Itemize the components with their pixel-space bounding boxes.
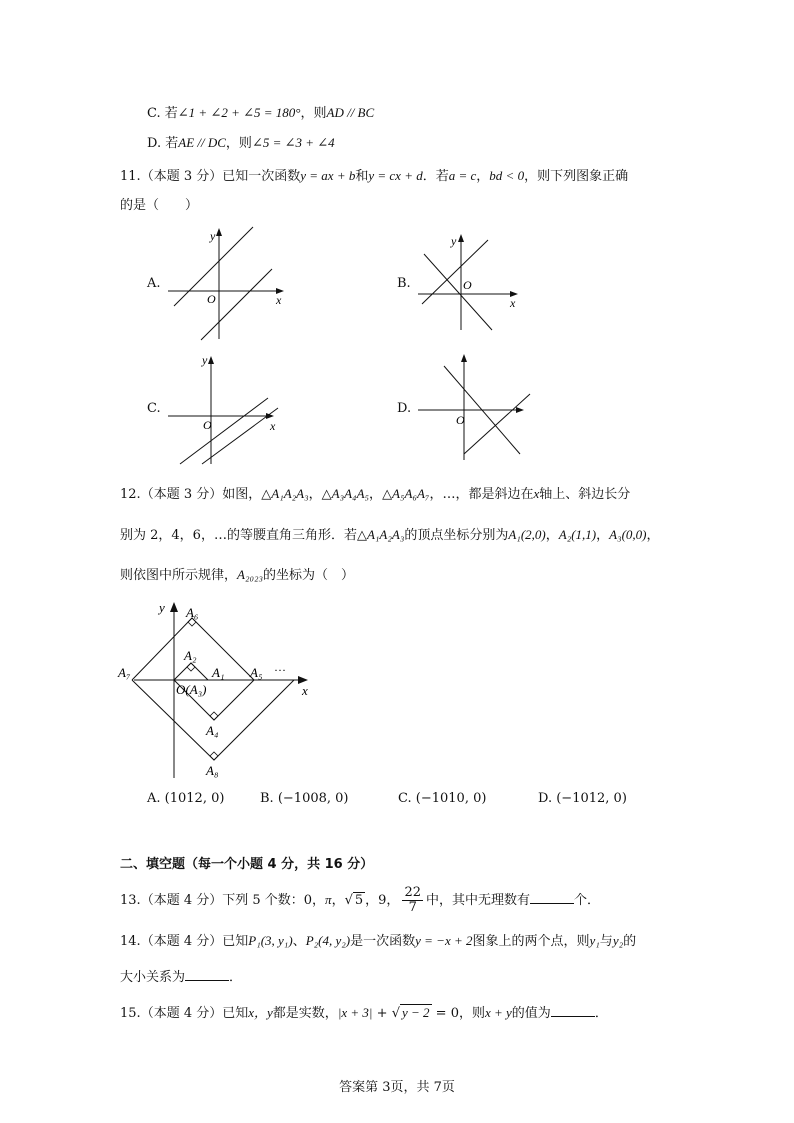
q11-option-c-label: C.: [147, 401, 161, 416]
fig-a2-label: A₂: [184, 648, 197, 663]
q11-option-a-label: A.: [147, 276, 161, 291]
fig-y-label: y: [159, 600, 165, 615]
fig-x-label: x: [302, 683, 308, 698]
q11-option-d-label: D.: [397, 401, 412, 416]
q12-choice-a: A. (1012, 0): [147, 791, 225, 806]
axis-y-label: y: [451, 234, 457, 248]
fig-a5-label: A₅: [250, 665, 263, 680]
fig-a4-label: A₄: [206, 723, 219, 738]
q14-answer-blank[interactable]: [185, 968, 229, 981]
origin-label: O: [207, 292, 216, 306]
q11-stem-line1: 11.（本题 3 分）已知一次函数y = ax + b和y = cx + d．若a = c，bd < 0，则下列图象正确: [120, 168, 629, 184]
q12-figure: [118, 598, 328, 780]
q14-stem-line2: 大小关系为 ．: [120, 970, 243, 985]
q15-answer-blank[interactable]: [551, 1004, 595, 1017]
q11-graph-b: [416, 232, 526, 332]
fig-a6-label: A₆: [186, 605, 199, 620]
q12-stem-line2: 别为 2，4，6，…的等腰直角三角形．若△A₁A₂A₃的顶点坐标分别为A₁(2,0)，A₂(1,1)，A₃(0,0)，: [120, 527, 660, 543]
q13-answer-blank[interactable]: [530, 891, 574, 904]
q11-graph-c: [166, 352, 286, 467]
q12-stem-line1: 12.（本题 3 分）如图，△A₁A₂A₃，△A₃A₄A₅，△A₅A₆A₇，…，都是斜边在x轴上、斜边长分: [120, 486, 631, 502]
q12-choice-d: D. (−1012, 0): [538, 791, 627, 806]
axis-x-label: x: [510, 296, 516, 310]
origin-label: O: [203, 418, 212, 432]
fraction-22-7: $\frac{22}{7}$: [404, 885, 421, 915]
q13-stem: 13.（本题 4 分）下列 5 个数：0，π，√ 5 ，9， $\frac{22}{7}$ 中，其中无理数有 个．: [120, 885, 601, 915]
q12-choice-b: B. (−1008, 0): [260, 791, 349, 806]
page-footer: 答案第 3页，共 7页: [339, 1080, 455, 1095]
axis-y-label: y: [210, 229, 216, 243]
fig-dots: ···: [274, 663, 286, 677]
q10-option-c: C. 若∠1 + ∠2 + ∠5 = 180°，则AD // BC: [147, 105, 375, 121]
fig-a8-label: A₈: [206, 763, 219, 778]
q11-graph-d: [416, 350, 536, 465]
fig-a7-label: A₇: [118, 665, 131, 680]
q11-option-b-label: B.: [397, 276, 411, 291]
section-title: 二、填空题（每一个小题 4 分，共 16 分）: [120, 857, 374, 872]
fig-oa3-label: O(A₃): [176, 682, 207, 697]
axis-x-label: x: [270, 419, 276, 433]
q12-choice-c: C. (−1010, 0): [398, 791, 487, 806]
q15-stem: 15.（本题 4 分）已知x，y都是实数，|x + 3| + √ y − 2 = 0，则x + y的值为 ．: [120, 1005, 608, 1021]
origin-label: O: [463, 278, 472, 292]
q12-stem-line3: 则依图中所示规律，A₂₀₂₃的坐标为（ ）: [120, 567, 355, 583]
axis-y-label: y: [202, 353, 208, 367]
q10-option-d: D. 若AE // DC，则∠5 = ∠3 + ∠4: [147, 135, 335, 151]
origin-label: O: [456, 413, 465, 427]
fig-a1-label: A₁: [212, 665, 225, 680]
q11-stem-line2: 的是（ ）: [120, 198, 199, 213]
q11-graph-a: [166, 224, 296, 344]
axis-x-label: x: [276, 293, 282, 307]
q14-stem-line1: 14.（本题 4 分）已知P₁(3, y₁)、P₂(4, y₂)是一次函数y = −x + 2图象上的两个点，则y₁与y₂的: [120, 933, 637, 949]
